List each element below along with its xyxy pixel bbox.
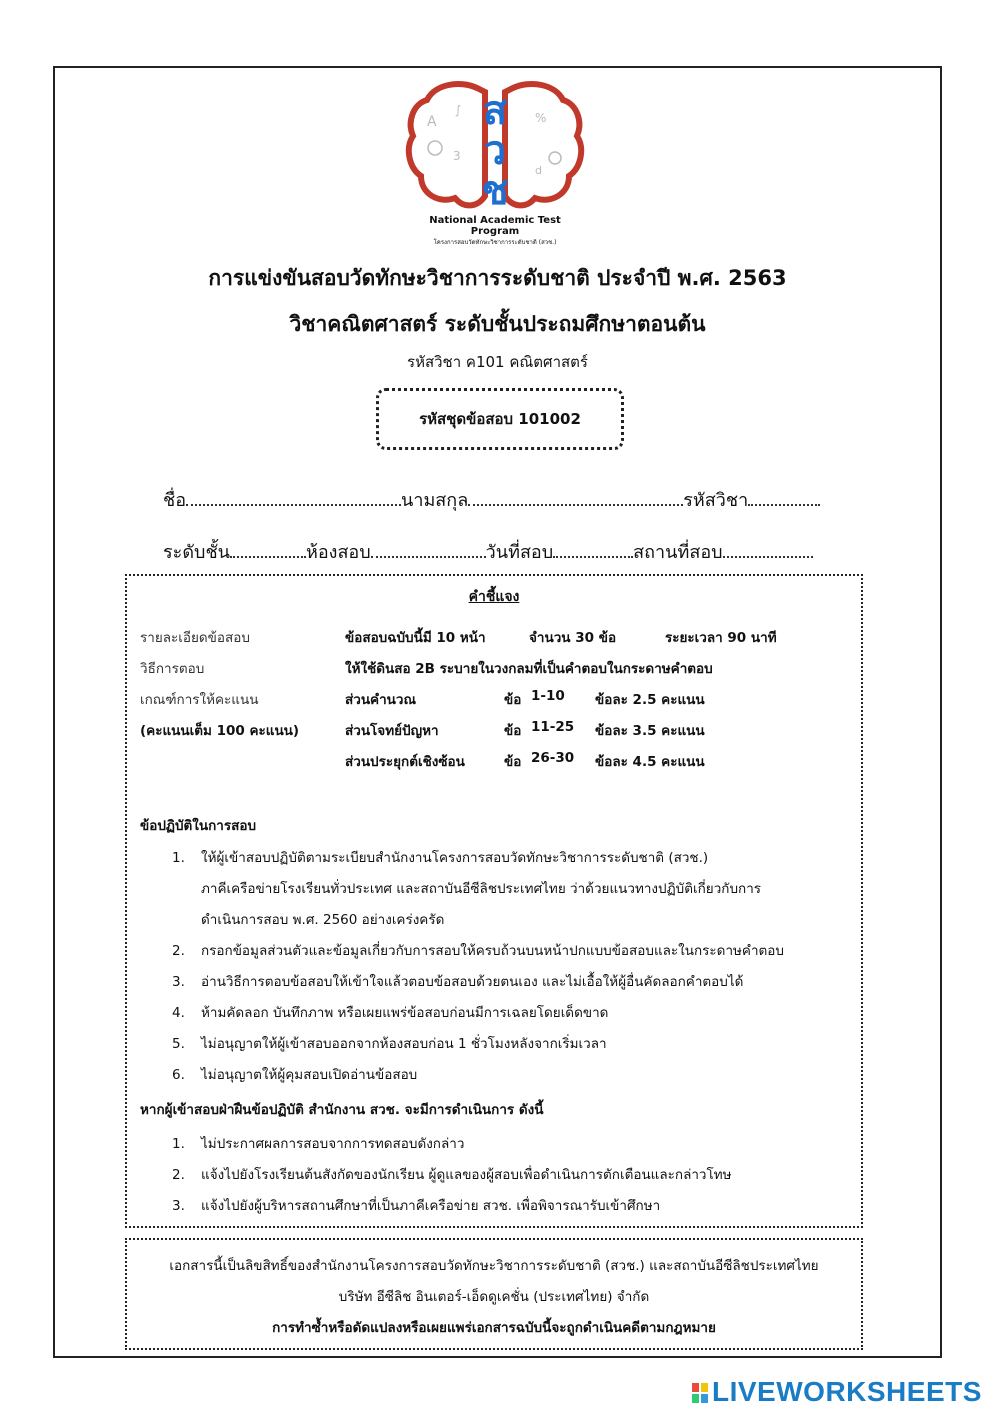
- instructions-box: [125, 574, 863, 1228]
- rule-item: 6. ไม่อนุญาตให้ผู้คุมสอบเปิดอ่านข้อสอบ: [172, 1067, 418, 1083]
- logo-english-name: National Academic Test Program: [429, 215, 561, 237]
- svg-text:A: A: [427, 114, 437, 130]
- scoring-points: ข้อละ 2.5 คะแนน: [595, 692, 705, 708]
- rule-item: 5. ไม่อนุญาตให้ผู้เข้าสอบออกจากห้องสอบก่อน 1 ชั่วโมงหลังจากเริ่มเวลา: [172, 1036, 607, 1052]
- details-time: ระยะเวลา 90 นาที: [665, 630, 777, 646]
- violation-title: หากผู้เข้าสอบฝ่าฝืนข้อปฏิบัติ สำนักงาน สวช. จะมีการดำเนินการ ดังนี้: [140, 1102, 544, 1118]
- rule-item-continued: ดำเนินการสอบ พ.ศ. 2560 อย่างเคร่งครัด: [201, 912, 445, 928]
- scoring-part: ส่วนคำนวณ: [345, 692, 416, 708]
- date-label: วันที่สอบ: [485, 542, 554, 563]
- logo-caption: [405, 215, 585, 247]
- rule-item-continued: ภาคีเครือข่ายโรงเรียนทั่วประเทศ และสถาบันอีซีลิชประเทศไทย ว่าด้วยแนวทางปฏิบัติเกี่ยวกับการ: [201, 881, 762, 897]
- instructions-title: คำชี้แจง: [468, 589, 520, 605]
- logo-letter-3: ช: [481, 168, 509, 214]
- student-info-row-1: [163, 485, 838, 514]
- grade-field[interactable]: [230, 542, 306, 558]
- exam-title: การแข่งขันสอบวัดทักษะวิชาการระดับชาติ ประจำปี พ.ศ. 2563: [208, 266, 787, 290]
- exam-subtitle: วิชาคณิตศาสตร์ ระดับชั้นประถมศึกษาตอนต้น: [289, 312, 706, 336]
- right-brain-icon: [505, 84, 581, 205]
- svg-text:3: 3: [453, 149, 461, 163]
- subject-id-field[interactable]: [748, 490, 820, 506]
- student-info-row-2: [163, 537, 838, 566]
- full-score-label: (คะแนนเต็ม 100 คะแนน): [140, 723, 300, 739]
- rule-item: 1. ให้ผู้เข้าสอบปฏิบัติตามระเบียบสำนักงานโครงการสอบวัดทักษะวิชาการระดับชาติ (สวช.): [172, 850, 709, 866]
- exam-set-code: รหัสชุดข้อสอบ 101002: [419, 410, 581, 428]
- scoring-part: ส่วนประยุกต์เชิงซ้อน: [345, 754, 465, 770]
- scoring-item-word: ข้อ: [504, 692, 522, 708]
- grade-label: ระดับชั้น: [163, 542, 230, 563]
- violation-item: 1. ไม่ประกาศผลการสอบจากการทดสอบดังกล่าว: [172, 1136, 465, 1152]
- scoring-range: 26-30: [531, 750, 575, 766]
- details-pages: ข้อสอบฉบับนี้มี 10 หน้า: [345, 630, 486, 646]
- scoring-item-word: ข้อ: [504, 723, 522, 739]
- logo-letter-1: ส: [482, 88, 508, 134]
- subject-code: รหัสวิชา ค101 คณิตศาสตร์: [407, 353, 588, 371]
- brain-logo: [405, 78, 585, 238]
- method-value: ให้ใช้ดินสอ 2B ระบายในวงกลมที่เป็นคำตอบในกระดาษคำตอบ: [345, 661, 713, 677]
- svg-text:∫: ∫: [455, 103, 462, 117]
- name-label: ชื่อ: [163, 490, 187, 511]
- scoring-part: ส่วนโจทย์ปัญหา: [345, 723, 439, 739]
- svg-text:d: d: [535, 164, 542, 177]
- liveworksheets-logo-icon: [692, 1383, 708, 1403]
- room-label: ห้องสอบ: [305, 542, 371, 563]
- left-brain-icon: [409, 84, 485, 205]
- violation-item: 3. แจ้งไปยังผู้บริหารสถานศึกษาที่เป็นภาคีเครือข่าย สวช. เพื่อพิจารณารับเข้าศึกษา: [172, 1198, 661, 1214]
- scoring-item-word: ข้อ: [504, 754, 522, 770]
- scoring-label: เกณฑ์การให้คะแนน: [140, 692, 259, 708]
- details-label: รายละเอียดข้อสอบ: [140, 630, 250, 646]
- surname-label: นามสกุล: [401, 490, 469, 511]
- rule-item: 4. ห้ามคัดลอก บันทึกภาพ หรือเผยแพร่ข้อสอบก่อนมีการเฉลยโดยเด็ดขาด: [172, 1005, 609, 1021]
- copyright-box: [125, 1238, 863, 1350]
- surname-field[interactable]: [468, 490, 683, 506]
- rule-item: 2. กรอกข้อมูลส่วนตัวและข้อมูลเกี่ยวกับการสอบให้ครบถ้วนบนหน้าปกแบบข้อสอบและในกระดาษคำตอบ: [172, 943, 784, 959]
- venue-field[interactable]: [723, 542, 813, 558]
- room-field[interactable]: [371, 542, 486, 558]
- exam-set-box: [376, 388, 624, 450]
- venue-label: สถานที่สอบ: [633, 542, 723, 563]
- scoring-range: 1-10: [531, 688, 565, 704]
- scoring-points: ข้อละ 4.5 คะแนน: [595, 754, 705, 770]
- subject-id-label: รหัสวิชา: [683, 490, 749, 511]
- copyright-line-2: บริษัท อีซีลิช อินเตอร์-เอ็ดดูเคชั่น (ประเทศไทย) จำกัด: [338, 1289, 650, 1305]
- date-field[interactable]: [553, 542, 633, 558]
- brand-name: LIVEWORKSHEETS: [712, 1376, 982, 1407]
- copyright-line-3: การทำซ้ำหรือดัดแปลงหรือเผยแพร่เอกสารฉบับนี้จะถูกดำเนินคดีตามกฎหมาย: [272, 1320, 716, 1336]
- logo-thai-name: โครงการสอบวัดทักษะวิชาการระดับชาติ (สวช.): [433, 239, 557, 246]
- rule-item: 3. อ่านวิธีการตอบข้อสอบให้เข้าใจแล้วตอบข้อสอบด้วยตนเอง และไม่เอื้อให้ผู้อื่นคัดลอกคำตอบได้: [172, 974, 744, 990]
- scoring-range: 11-25: [531, 719, 575, 735]
- svg-text:%: %: [535, 111, 547, 125]
- details-count: จำนวน 30 ข้อ: [529, 630, 617, 646]
- name-field[interactable]: [186, 490, 401, 506]
- liveworksheets-brand: [692, 1376, 982, 1408]
- violation-item: 2. แจ้งไปยังโรงเรียนต้นสังกัดของนักเรียน ผู้ดูแลของผู้สอบเพื่อดำเนินการตักเตือนและกล่าวโทษ: [172, 1167, 732, 1183]
- copyright-line-1: เอกสารนี้เป็นลิขสิทธิ์ของสำนักงานโครงการสอบวัดทักษะวิชาการระดับชาติ (สวช.) และสถาบันอีซีลิชประเทศไทย: [169, 1258, 819, 1274]
- rules-title: ข้อปฏิบัติในการสอบ: [140, 818, 257, 834]
- logo-letter-2: ว: [483, 128, 507, 174]
- method-label: วิธีการตอบ: [140, 661, 205, 677]
- scoring-points: ข้อละ 3.5 คะแนน: [595, 723, 705, 739]
